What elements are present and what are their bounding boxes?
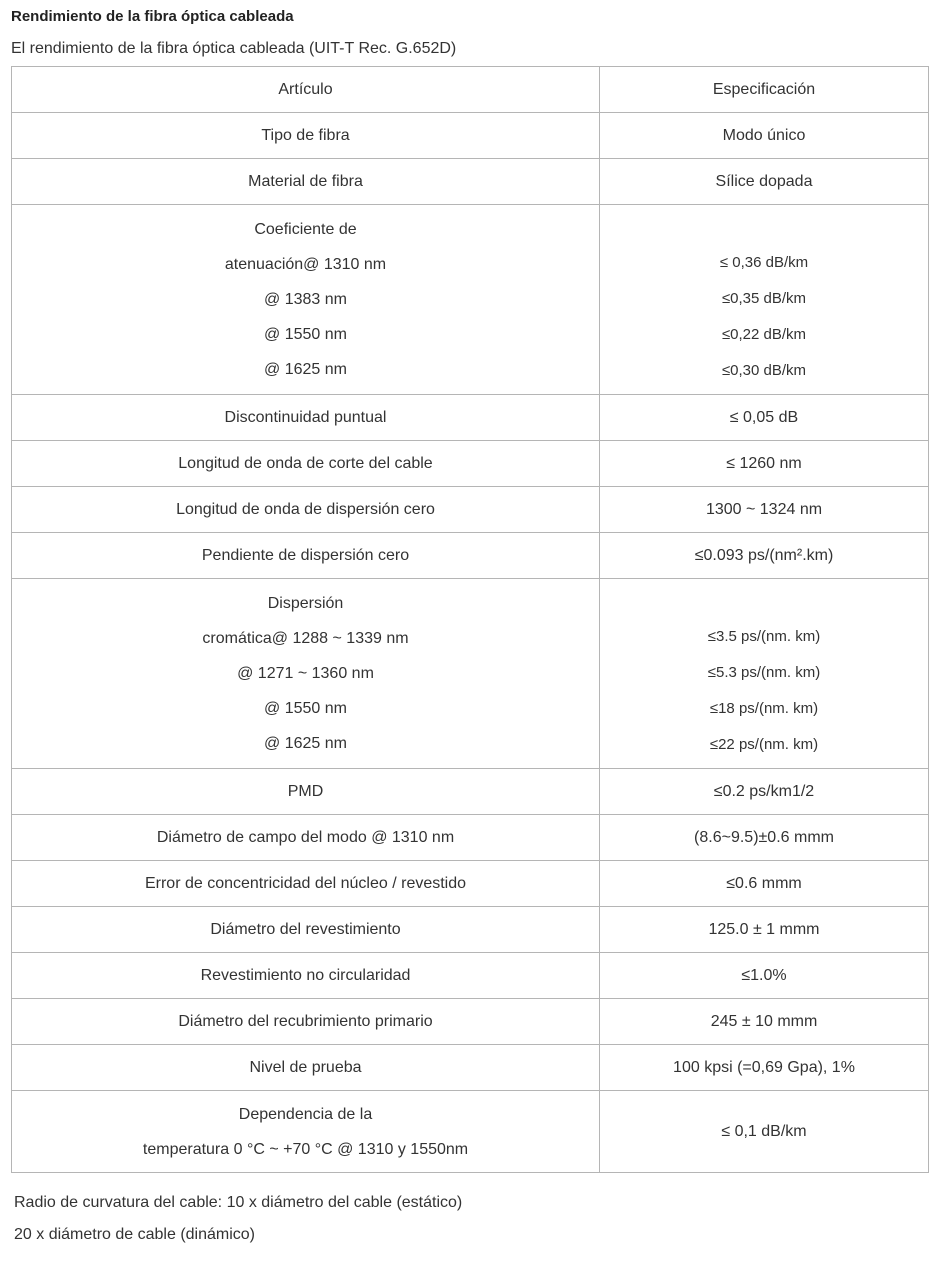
cell-item — [12, 769, 600, 815]
cell-spec-line: ≤ 0,36 dB/km — [719, 253, 809, 271]
cell-spec — [600, 861, 929, 907]
cell-spec-line: Sílice dopada — [715, 172, 813, 190]
cell-item-line: Diámetro del revestimiento — [210, 920, 401, 938]
cell-item-line: PMD — [287, 782, 324, 800]
cell-spec — [600, 1045, 929, 1091]
cell-spec — [600, 487, 929, 533]
cell-item-line: temperatura 0 °C ~ +70 °C @ 1310 y 1550nm — [142, 1140, 469, 1158]
cell-item — [12, 1045, 600, 1091]
cell-item-line: Longitud de onda de dispersión cero — [176, 500, 435, 518]
cell-item-line: Pendiente de dispersión cero — [201, 546, 410, 564]
cell-spec-line: ≤ 0,1 dB/km — [721, 1122, 807, 1140]
cell-item — [12, 395, 600, 441]
cell-item-line: atenuación@ 1310 nm — [224, 256, 387, 273]
cell-item — [12, 1091, 600, 1173]
cell-spec-line: ≤0,35 dB/km — [721, 289, 807, 307]
cell-item — [12, 861, 600, 907]
table-row — [12, 579, 929, 769]
cell-spec-line: ≤22 ps/(nm. km) — [709, 735, 819, 753]
cell-spec-line: (8.6~9.5)±0.6 mmm — [694, 828, 834, 846]
cell-spec — [600, 395, 929, 441]
cell-spec-line: ≤0.2 ps/km1/2 — [713, 782, 815, 800]
cell-item-line: Diámetro de campo del modo @ 1310 nm — [156, 828, 455, 846]
cell-item-line: Nivel de prueba — [249, 1058, 362, 1076]
table-row — [12, 113, 929, 159]
cell-item — [12, 205, 600, 395]
table-row — [12, 999, 929, 1045]
cell-item-line: Longitud de onda de corte del cable — [178, 454, 433, 472]
cell-spec — [600, 533, 929, 579]
cell-spec — [600, 953, 929, 999]
cell-item-line: Diámetro del recubrimiento primario — [178, 1012, 433, 1030]
cell-item-line: Discontinuidad puntual — [224, 408, 387, 426]
table-row — [12, 815, 929, 861]
table-row — [12, 1045, 929, 1091]
column-header-item: Artículo — [12, 67, 600, 113]
cell-item-line: @ 1383 nm — [264, 291, 347, 308]
table-row — [12, 861, 929, 907]
cell-spec — [600, 999, 929, 1045]
table-row — [12, 205, 929, 395]
cell-item-line: @ 1550 nm — [264, 700, 347, 717]
table-row — [12, 907, 929, 953]
cell-item — [12, 999, 600, 1045]
cell-item-line: cromática@ 1288 ~ 1339 nm — [202, 630, 409, 647]
cell-spec-line: 100 kpsi (=0,69 Gpa), 1% — [673, 1058, 855, 1076]
cell-item — [12, 533, 600, 579]
cell-item — [12, 579, 600, 769]
cell-spec-line: ≤ 0,05 dB — [729, 408, 799, 426]
cell-spec-line: 125.0 ± 1 mmm — [708, 920, 820, 938]
table-row — [12, 159, 929, 205]
cell-item — [12, 815, 600, 861]
table-row — [12, 487, 929, 533]
spec-table — [11, 66, 929, 1173]
cell-spec-line: ≤1.0% — [741, 966, 787, 984]
cell-item-line: @ 1271 ~ 1360 nm — [237, 665, 374, 682]
cell-item — [12, 159, 600, 205]
cell-item-line: @ 1625 nm — [264, 361, 347, 378]
cell-spec-line: ≤3.5 ps/(nm. km) — [707, 627, 821, 645]
cell-item-line: Dispersión — [267, 595, 344, 612]
table-row — [12, 395, 929, 441]
cell-spec — [600, 579, 929, 769]
table-row — [12, 769, 929, 815]
cell-item-line: @ 1550 nm — [264, 326, 347, 343]
cell-spec-line: ≤ 1260 nm — [726, 454, 802, 472]
cell-item — [12, 487, 600, 533]
cell-spec — [600, 113, 929, 159]
table-header-row — [12, 67, 929, 113]
cell-item-line: Tipo de fibra — [261, 126, 350, 144]
cell-spec — [600, 441, 929, 487]
cell-spec-line: ≤5.3 ps/(nm. km) — [707, 663, 821, 681]
cell-item-line: Revestimiento no circularidad — [200, 966, 411, 984]
section-heading: Rendimiento de la fibra óptica cableada — [11, 8, 294, 25]
cell-spec — [600, 769, 929, 815]
footer-note-2: 20 x diámetro de cable (dinámico) — [14, 1226, 256, 1243]
cell-spec-line: Modo único — [722, 126, 806, 144]
cell-spec-line: ≤0.093 ps/(nm².km) — [694, 546, 834, 564]
table-row — [12, 953, 929, 999]
cell-spec-line: ≤0,22 dB/km — [721, 325, 807, 343]
table-row — [12, 533, 929, 579]
cell-item-line: Coeficiente de — [254, 221, 357, 238]
cell-item — [12, 907, 600, 953]
column-header-spec: Especificación — [600, 67, 929, 113]
cell-spec — [600, 1091, 929, 1173]
cell-item-line: Dependencia de la — [238, 1105, 373, 1123]
table-row — [12, 441, 929, 487]
cell-item-line: @ 1625 nm — [264, 735, 347, 752]
cell-item — [12, 441, 600, 487]
cell-spec-line: 1300 ~ 1324 nm — [705, 500, 823, 518]
cell-spec — [600, 205, 929, 395]
cell-spec — [600, 815, 929, 861]
cell-spec-line: ≤0,30 dB/km — [721, 361, 807, 379]
table-row — [12, 1091, 929, 1173]
cell-spec-line: ≤0.6 mmm — [726, 874, 802, 892]
cell-item-line: Material de fibra — [248, 172, 363, 190]
footer-note-1: Radio de curvatura del cable: 10 x diámetro del cable (estático) — [14, 1194, 463, 1211]
table-caption: El rendimiento de la fibra óptica cableada (UIT-T Rec. G.652D) — [11, 40, 457, 57]
cell-spec — [600, 159, 929, 205]
cell-spec-line: 245 ± 10 mmm — [710, 1012, 818, 1030]
cell-item — [12, 113, 600, 159]
cell-item-line: Error de concentricidad del núcleo / revestido — [144, 874, 467, 892]
cell-spec-line: ≤18 ps/(nm. km) — [709, 699, 819, 717]
cell-item — [12, 953, 600, 999]
cell-spec — [600, 907, 929, 953]
